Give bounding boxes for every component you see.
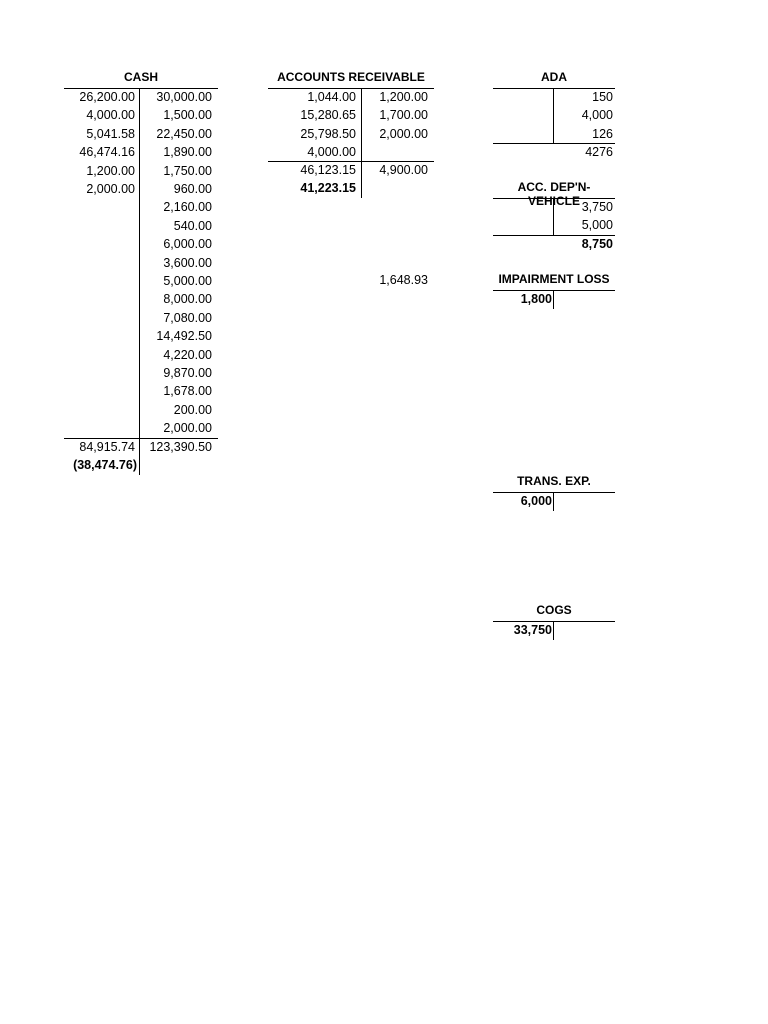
cogs-t-account xyxy=(493,603,615,643)
cash-debit-entry: 46,474.16 xyxy=(79,145,135,160)
cogs-center-rule xyxy=(553,621,554,640)
ada-credit-entry: 4,000 xyxy=(581,108,613,123)
acc-dep-vehicle-title: ACC. DEP'N-VEHICLE xyxy=(517,180,591,208)
ada-credit-entry: 126 xyxy=(592,126,613,141)
cash-debit-entry: 4,000.00 xyxy=(86,108,135,123)
cash-t-account xyxy=(64,70,218,480)
cash-debit-entry: 5,041.58 xyxy=(86,126,135,141)
ar-debit-total: 46,123.15 xyxy=(300,163,356,177)
impairment-loss-title: IMPAIRMENT LOSS xyxy=(498,272,610,286)
impairment-loss-center-rule xyxy=(553,290,554,309)
cash-credit-entry: 5,000.00 xyxy=(163,274,212,288)
ar-credit-entry: 1,200.00 xyxy=(379,90,428,104)
cash-credit-entry: 4,220.00 xyxy=(163,347,212,362)
cash-credit-entry: 1,678.00 xyxy=(163,384,212,399)
cash-credit-entry: 9,870.00 xyxy=(163,366,212,380)
cash-credit-entry: 6,000.00 xyxy=(163,237,212,252)
cash-credit-total: 123,390.50 xyxy=(149,440,212,454)
trans-exp-t-account xyxy=(493,474,615,514)
cash-credit-entry: 1,890.00 xyxy=(163,145,212,160)
cash-credit-entry: 3,600.00 xyxy=(163,255,212,270)
impairment-loss-debit: 1,800 xyxy=(520,292,552,306)
cash-debit-entry: 26,200.00 xyxy=(79,90,135,104)
ar-side-note: 1,648.93 xyxy=(379,273,428,287)
cash-debit-entry: 1,200.00 xyxy=(86,163,135,178)
acc-dep-vehicle-total: 8,750 xyxy=(581,237,613,251)
cash-credit-entry: 14,492.50 xyxy=(156,329,212,344)
cash-debit-total: 84,915.74 xyxy=(79,440,135,454)
ada-center-rule xyxy=(553,88,554,143)
ada-total: 4276 xyxy=(585,145,613,159)
cash-balance: (38,474.76) xyxy=(73,458,137,472)
cash-credit-entry: 540.00 xyxy=(173,218,212,233)
acc-dep-vehicle-credit-entry: 3,750 xyxy=(581,200,613,214)
cash-debit-entry: 2,000.00 xyxy=(86,182,135,196)
ar-debit-entry: 4,000.00 xyxy=(307,144,356,159)
trans-exp-title: TRANS. EXP. xyxy=(517,474,591,488)
ar-credit-entry: 2,000.00 xyxy=(379,126,428,141)
cash-credit-entry: 200.00 xyxy=(173,402,212,417)
ar-debit-entry: 1,044.00 xyxy=(307,90,356,104)
impairment-loss-t-account xyxy=(493,272,615,312)
cash-credit-entry: 2,160.00 xyxy=(163,200,212,215)
cash-credit-entry: 1,500.00 xyxy=(163,108,212,123)
ar-credit-entry: 1,700.00 xyxy=(379,108,428,123)
cash-center-rule xyxy=(139,88,140,475)
cash-title: CASH xyxy=(123,70,158,84)
ar-debit-entry: 15,280.65 xyxy=(300,108,356,123)
accounts-receivable-t-account xyxy=(268,70,434,300)
cash-credit-entry: 2,000.00 xyxy=(163,421,212,436)
ada-credit-entry: 150 xyxy=(592,90,613,104)
ada-title: ADA xyxy=(541,70,567,84)
cash-credit-entry: 960.00 xyxy=(173,182,212,196)
cash-credit-entry: 7,080.00 xyxy=(163,310,212,325)
ar-center-rule xyxy=(361,88,362,198)
acc-dep-vehicle-t-account xyxy=(493,180,615,260)
acc-dep-vehicle-credit-entry: 5,000 xyxy=(581,218,613,233)
ar-credit-total: 4,900.00 xyxy=(379,163,428,177)
cash-credit-entry: 30,000.00 xyxy=(156,90,212,104)
acc-dep-vehicle-center-rule xyxy=(553,198,554,235)
trans-exp-center-rule xyxy=(553,492,554,511)
ar-title: ACCOUNTS RECEIVABLE xyxy=(277,70,425,84)
cash-credit-entry: 22,450.00 xyxy=(156,126,212,141)
ada-t-account xyxy=(493,70,615,170)
cogs-title: COGS xyxy=(536,603,572,617)
cash-credit-entry: 1,750.00 xyxy=(163,163,212,178)
trans-exp-debit: 6,000 xyxy=(520,494,552,508)
cash-credit-entry: 8,000.00 xyxy=(163,292,212,307)
ar-balance: 41,223.15 xyxy=(300,181,356,195)
ar-debit-entry: 25,798.50 xyxy=(300,126,356,141)
cogs-debit: 33,750 xyxy=(513,623,552,637)
